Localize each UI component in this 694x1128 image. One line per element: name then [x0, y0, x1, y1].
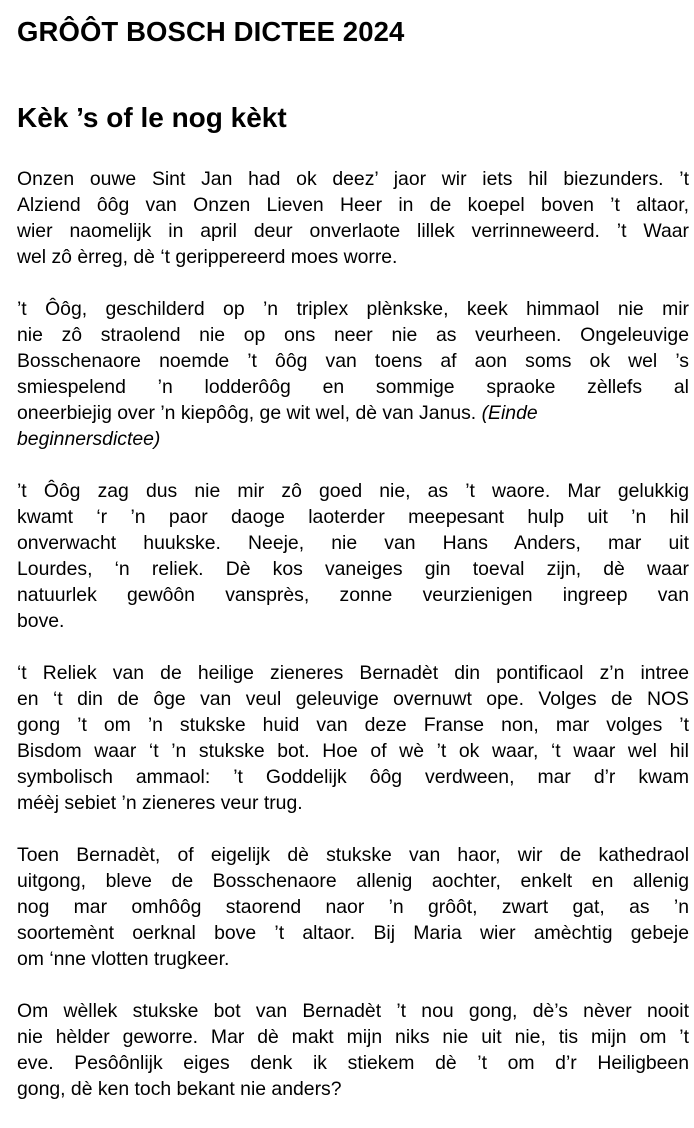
- text-line: Bisdom waar ‘t ’n stukske bot. Hoe of wè ’t ok waar, ‘t waar wel hil: [17, 740, 689, 762]
- dictation-page: [17, 0, 689, 1128]
- text-line: ’t Ôôg, geschilderd op ’n triplex plènkske, keek himmaol nie mir: [17, 298, 689, 320]
- text-line-main: oneerbiejig over ’n kiepôôg, ge wit wel, dè van Janus.: [17, 402, 477, 424]
- text-line: bove.: [17, 610, 65, 632]
- text-line: nog mar omhôôg staorend naor ’n grôôt, zwart gat, as ’n: [17, 896, 689, 918]
- text-line: en ‘t din de ôge van veul geleuvige overnuwt ope. Volges de NOS: [17, 688, 689, 710]
- document-subtitle: Kèk ’s of le nog kèkt: [17, 102, 287, 133]
- text-line: Bosschenaore noemde ’t ôôg van toens af aon soms ok wel ’s: [17, 350, 689, 372]
- text-line: Alziend ôôg van Onzen Lieven Heer in de koepel boven ’t altaor,: [17, 194, 689, 216]
- text-line: symbolisch ammaol: ’t Goddelijk ôôg verdween, mar d’r kwam: [17, 766, 689, 788]
- text-line: natuurlek gewôôn vansprès, zonne veurzienigen ingreep van: [17, 584, 689, 606]
- text-line: soortemènt oerknal bove ’t altaor. Bij Maria wier amèchtig gebeje: [17, 922, 689, 944]
- text-line: ‘t Reliek van de heilige zieneres Bernadèt din pontificaol z’n intree: [17, 662, 689, 684]
- paragraph-5: [17, 842, 689, 972]
- paragraph-4: [17, 660, 689, 816]
- paragraph-6: [17, 998, 689, 1102]
- text-line: wier naomelijk in april deur onverlaote lillek verrinneweerd. ’t Waar: [17, 220, 689, 242]
- paragraph-1: [17, 166, 689, 270]
- paragraph-3: [17, 478, 689, 634]
- text-line: kwamt ‘r ’n paor daoge laoterder meepesant hulp uit ’n hil: [17, 506, 689, 528]
- text-line: smiespelend ’n lodderôôg en sommige spraoke zèllefs al: [17, 376, 689, 398]
- text-line: onverwacht huukske. Neeje, nie van Hans Anders, mar uit: [17, 532, 689, 554]
- text-line: nie hèlder geworre. Mar dè makt mijn niks nie uit nie, tis mijn om ’t: [17, 1026, 689, 1048]
- text-line: nie zô straolend nie op ons neer nie as veurheen. Ongeleuvige: [17, 324, 689, 346]
- text-line: gong, dè ken toch bekant nie anders?: [17, 1078, 342, 1100]
- beginners-end-note-line: beginnersdictee): [17, 428, 161, 450]
- text-line: ’t Ôôg zag dus nie mir zô goed nie, as ’t waore. Mar gelukkig: [17, 480, 689, 502]
- text-line: eve. Pesôônlijk eiges denk ik stiekem dè ’t om d’r Heiligbeen: [17, 1052, 689, 1074]
- text-line: méèj sebiet ’n zieneres veur trug.: [17, 792, 303, 814]
- dictation-text: [17, 166, 689, 1102]
- text-line: Toen Bernadèt, of eigelijk dè stukske van haor, wir de kathedraol: [17, 844, 689, 866]
- text-line: om ‘nne vlotten trugkeer.: [17, 948, 230, 970]
- text-line: Onzen ouwe Sint Jan had ok deez’ jaor wir iets hil biezunders. ’t: [17, 168, 689, 190]
- text-line: [17, 400, 689, 426]
- beginners-end-note: (Einde: [481, 402, 538, 424]
- text-line: Lourdes, ‘n reliek. Dè kos vaneiges gin toeval zijn, dè waar: [17, 558, 689, 580]
- text-line: wel zô èrreg, dè ‘t gerippereerd moes worre.: [17, 246, 398, 268]
- text-line: gong ’t om ’n stukske huid van deze Franse non, mar volges ’t: [17, 714, 689, 736]
- document-title: GRÔÔT BOSCH DICTEE 2024: [17, 16, 405, 47]
- text-line: Om wèllek stukske bot van Bernadèt ’t nou gong, dè’s nèver nooit: [17, 1000, 689, 1022]
- paragraph-2: [17, 296, 689, 452]
- text-line: uitgong, bleve de Bosschenaore allenig aochter, enkelt en allenig: [17, 870, 689, 892]
